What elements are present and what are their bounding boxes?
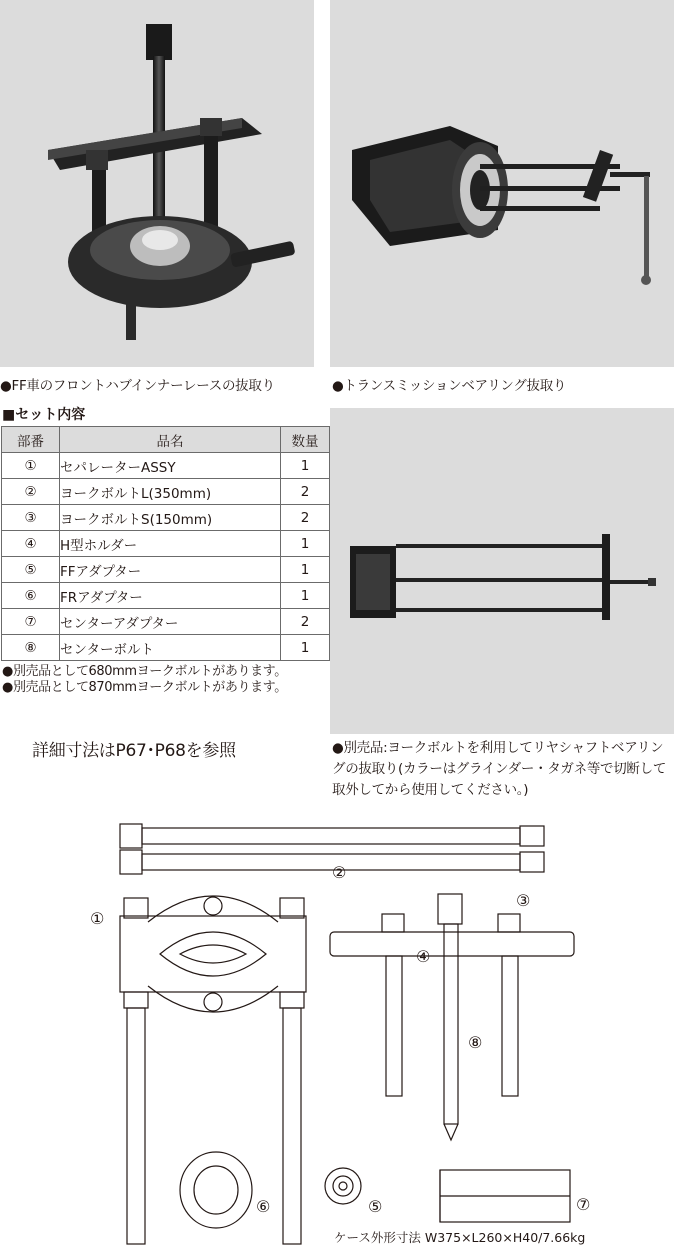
part-name: センターボルト xyxy=(60,635,281,661)
callout-4: ④ xyxy=(416,947,431,966)
part-name: セパレーターASSY xyxy=(60,453,281,479)
photo-ff-hub-pulling xyxy=(0,0,314,367)
ff-adapter xyxy=(325,1168,361,1204)
part-number: ⑤ xyxy=(2,557,60,583)
header-part-name: 品名 xyxy=(60,427,281,453)
part-number: ④ xyxy=(2,531,60,557)
photo-ff-hub-caption: ●FF車のフロントハブインナーレースの抜取り xyxy=(0,378,275,394)
part-quantity: 2 xyxy=(281,505,330,531)
part-quantity: 1 xyxy=(281,453,330,479)
set-contents-title: ■セット内容 xyxy=(2,407,86,423)
part-quantity: 2 xyxy=(281,479,330,505)
part-number: ② xyxy=(2,479,60,505)
dimension-reference-note: 詳細寸法はP67･P68を参照 xyxy=(32,741,236,761)
part-number: ① xyxy=(2,453,60,479)
callout-8: ⑧ xyxy=(468,1033,483,1052)
callout-2: ② xyxy=(332,863,347,882)
photo-rear-shaft-bearing xyxy=(330,408,674,734)
part-name: FFアダプター xyxy=(60,557,281,583)
header-quantity: 数量 xyxy=(281,427,330,453)
table-row xyxy=(2,453,330,479)
part-quantity: 1 xyxy=(281,557,330,583)
table-row xyxy=(2,479,330,505)
part-number: ⑦ xyxy=(2,609,60,635)
header-part-number: 部番 xyxy=(2,427,60,453)
part-quantity: 1 xyxy=(281,583,330,609)
part-name: ヨークボルトL(350mm) xyxy=(60,479,281,505)
part-quantity: 1 xyxy=(281,531,330,557)
callout-7: ⑦ xyxy=(576,1195,591,1214)
part-name: ヨークボルトS(150mm) xyxy=(60,505,281,531)
part-name: H型ホルダー xyxy=(60,531,281,557)
callout-6: ⑥ xyxy=(256,1197,271,1216)
optional-item-note-680: ●別売品として680mmヨークボルトがあります。 xyxy=(2,664,287,679)
parts-table-header-row xyxy=(2,427,330,453)
part-number: ③ xyxy=(2,505,60,531)
part-quantity: 2 xyxy=(281,609,330,635)
parts-table xyxy=(1,426,330,661)
separator-assy xyxy=(120,896,306,1244)
fr-adapter xyxy=(180,1152,252,1228)
photo-transmission-caption: ●トランスミッションベアリング抜取り xyxy=(332,378,567,394)
part-number: ⑧ xyxy=(2,635,60,661)
table-row xyxy=(2,531,330,557)
table-row xyxy=(2,505,330,531)
photo-rear-shaft-caption: ●別売品:ヨークボルトを利用してリヤシャフトベアリングの抜取り(カラーはグラインダー・タガネ等で切断して取外してから使用してください。) xyxy=(332,740,667,798)
table-row xyxy=(2,635,330,661)
callout-3: ③ xyxy=(516,891,531,910)
table-row xyxy=(2,609,330,635)
part-name: センターアダプター xyxy=(60,609,281,635)
table-row xyxy=(2,557,330,583)
photo-transmission-bearing xyxy=(330,0,674,367)
optional-item-note-870: ●別売品として870mmヨークボルトがあります。 xyxy=(2,680,287,695)
part-name: FRアダプター xyxy=(60,583,281,609)
part-quantity: 1 xyxy=(281,635,330,661)
case-dimensions: ケース外形寸法 W375×L260×H40/7.66kg xyxy=(334,1230,586,1245)
callout-5: ⑤ xyxy=(368,1197,383,1216)
table-row xyxy=(2,583,330,609)
callout-1: ① xyxy=(90,909,105,928)
h-holder-assembly xyxy=(330,894,574,1140)
center-adapter xyxy=(440,1170,570,1222)
part-number: ⑥ xyxy=(2,583,60,609)
parts-line-drawing xyxy=(0,810,674,1250)
